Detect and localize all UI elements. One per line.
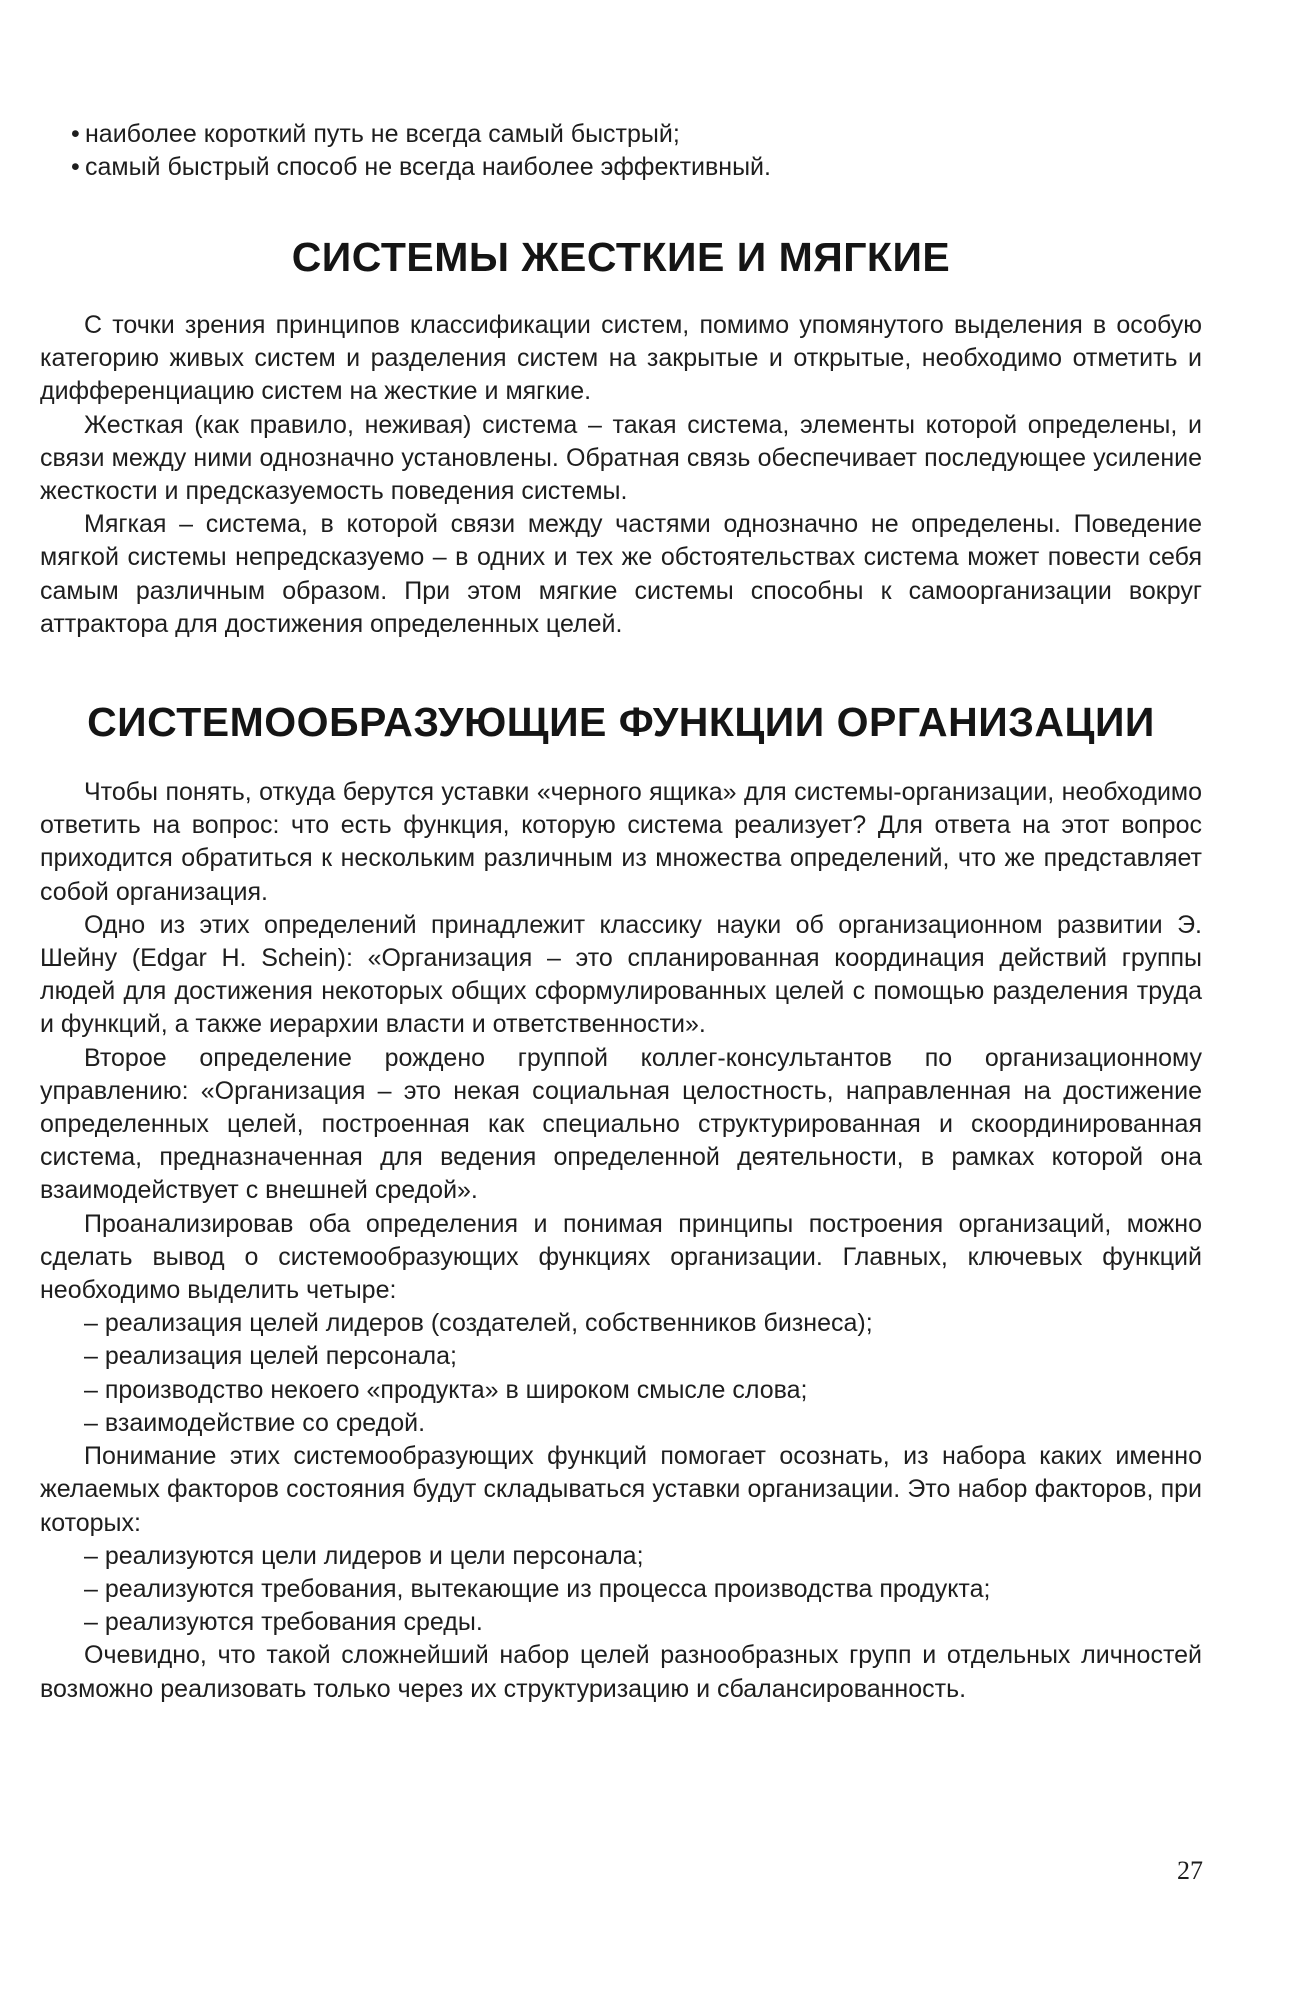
paragraph: Второе определение рождено группой коллег-консультантов по организационному управлению: «Организация – это некая социальная целостность, направленная на достижение определенных целей, построенная как специально структурированная и скоординированная система, предназначенная для ведения определенной деятельности, в рамках которой она взаимодействует с внешней средой». bbox=[40, 1043, 1202, 1205]
paragraph: Мягкая – система, в которой связи между частями однозначно не определены. Поведение мягкой системы непредсказуемо – в одних и тех же обстоятельствах система может повести себя самым различным образом. При этом мягкие системы способны к самоорганизации вокруг аттрактора для достижения определенных целей. bbox=[40, 510, 1202, 638]
page-number: 27 bbox=[1177, 1856, 1203, 1885]
paragraph: Проанализировав оба определения и понимая принципы построения организаций, можно сделать вывод о системообразующих функциях организации. Главных, ключевых функций необходимо выделить четыре: bbox=[40, 1209, 1202, 1305]
paragraph: С точки зрения принципов классификации систем, помимо упомянутого выделения в особую категорию живых систем и разделения систем на закрытые и открытые, необходимо отметить и дифференциацию систем на жесткие и мягкие. bbox=[40, 311, 1202, 406]
bullet-list bbox=[40, 118, 1202, 184]
section-title-hard-soft-systems: СИСТЕМЫ ЖЕСТКИЕ И МЯГКИЕ bbox=[291, 234, 951, 280]
factor-list-item: – реализуются требования среды. bbox=[84, 1608, 483, 1637]
function-list-item: – производство некоего «продукта» в широком смысле слова; bbox=[84, 1375, 808, 1404]
factor-list-item: – реализуются цели лидеров и цели персонала; bbox=[84, 1541, 644, 1570]
function-list-item: – реализация целей персонала; bbox=[84, 1342, 457, 1371]
paragraph: Очевидно, что такой сложнейший набор целей разнообразных групп и отдельных личностей возможно реализовать только через их структуризацию и сбалансированность. bbox=[40, 1641, 1202, 1703]
paragraph: Жесткая (как правило, неживая) система – такая система, элементы которой определены, и связи между ними однозначно установлены. Обратная связь обеспечивает последующее усиление жесткости и предсказуемость поведения системы. bbox=[40, 410, 1202, 506]
bullet-item: • наиболее короткий путь не всегда самый быстрый; bbox=[40, 118, 1202, 151]
paragraph: Одно из этих определений принадлежит классику науки об организационном развитии Э. Шейну (Edgar H. Schein): «Организация – это спланированная координация действий группы людей для достижения некоторых общих сформулированных целей с помощью разделения труда и функций, а также иерархии власти и ответственности». bbox=[40, 910, 1202, 1039]
function-list-item: – реализация целей лидеров (создателей, собственников бизнеса); bbox=[84, 1309, 873, 1338]
function-list-item: – взаимодействие со средой. bbox=[84, 1408, 426, 1437]
factor-list-item: – реализуются требования, вытекающие из процесса производства продукта; bbox=[84, 1574, 991, 1603]
paragraph: Чтобы понять, откуда берутся уставки «черного ящика» для системы-организации, необходимо ответить на вопрос: что есть функция, которую система реализует? Для ответа на этот вопрос приходится обратиться к нескольким различным из множества определений, что же представляет собой организация. bbox=[40, 778, 1202, 906]
paragraph: Понимание этих системообразующих функций помогает осознать, из набора каких именно желаемых факторов состояния будут складываться уставки организации. Это набор факторов, при которых: bbox=[40, 1442, 1202, 1537]
bullet-item: • самый быстрый способ не всегда наиболее эффективный. bbox=[40, 151, 1202, 184]
page-content bbox=[40, 118, 1202, 1706]
section-title-organization-functions: СИСТЕМООБРАЗУЮЩИЕ ФУНКЦИИ ОРГАНИЗАЦИИ bbox=[87, 699, 1155, 746]
